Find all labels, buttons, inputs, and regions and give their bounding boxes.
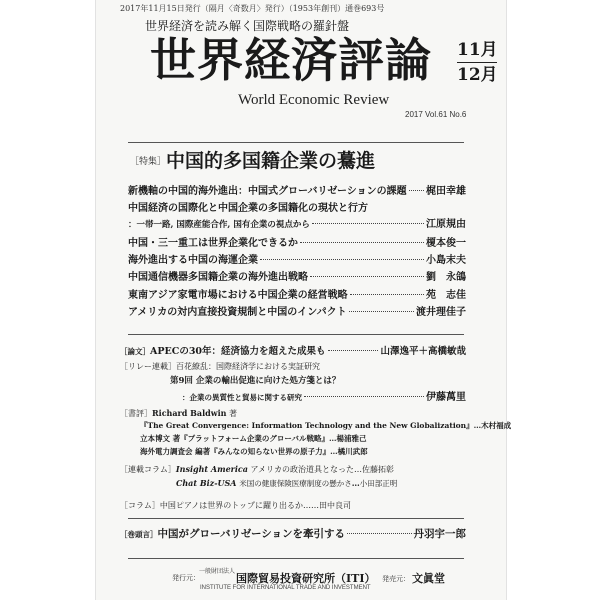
book-author-suffix: 著	[229, 409, 238, 418]
article-author: 山澤逸平＋高橋敏哉	[380, 346, 466, 357]
book-author: Richard Baldwin	[152, 408, 227, 418]
volume-number: 2017 Vol.61 No.6	[405, 110, 467, 119]
column-title: 中国ピアノは世界のトップに躍り出るか	[159, 501, 304, 510]
book-title: 海外電力調査会 編著『みんなの知らない世界の原子力』	[140, 447, 331, 456]
special-label: ［特集］	[130, 157, 167, 167]
toc-entry	[128, 303, 466, 317]
article-title: 新機軸の中国的海外進出：中国式グローバリゼーションの課題	[128, 186, 407, 197]
section-label: ［論文］	[120, 347, 150, 356]
leader-dots	[300, 242, 424, 243]
article-title: 中国がグローバリゼーションを牽引する	[157, 528, 346, 540]
relay-header	[120, 361, 320, 372]
leader-dots	[310, 276, 424, 277]
section-label: ［リレー連載］	[120, 362, 176, 371]
article-author: 伊藤萬里	[426, 392, 466, 403]
relay-subtitle: ：企業の異質性と貿易に関する研究	[182, 393, 302, 402]
column-name: Insight America	[175, 464, 248, 474]
book-reviewer: 楊浦雅己	[336, 434, 367, 443]
toc-entry	[128, 234, 466, 248]
column-author: 田中良司	[319, 501, 352, 510]
article-title: APECの30年：経済協力を超えた成果も	[150, 346, 326, 357]
toc-entry	[128, 215, 466, 229]
divider	[128, 558, 464, 559]
article-author: 榎本俊一	[426, 238, 466, 249]
seller-name: 文眞堂	[412, 572, 445, 585]
leader-dots	[328, 350, 379, 351]
article-title: アメリカの対内直接投資規制と中国のインパクト	[128, 307, 347, 318]
toc-entry	[128, 182, 466, 196]
english-title: World Economic Review	[238, 92, 390, 108]
month-2: 12月	[457, 65, 498, 85]
magazine-title: 世界経済評論	[150, 33, 432, 87]
toc-entry	[128, 286, 466, 300]
column-author: 佐藤拓彰	[361, 465, 394, 474]
org-type: 一般財団法人	[199, 568, 236, 575]
section-label: ［書評］	[120, 409, 152, 418]
toc-entry-ronbun	[120, 343, 466, 357]
leader-dots	[260, 259, 424, 260]
section-label: ［連載コラム］	[120, 465, 176, 474]
publisher-english-name: INSTITUTE FOR INTERNATIONAL TRADE AND INVESTMENT	[200, 585, 371, 591]
article-title: 東南アジア家電市場における中国企業の経営戦略	[128, 290, 348, 301]
leader-dots	[350, 294, 424, 295]
toc-entry	[128, 251, 466, 265]
article-author: 苑 志佳	[426, 290, 466, 301]
divider	[128, 142, 464, 143]
toc-entry	[128, 199, 466, 213]
column-series-header: ［連載コラム］Insight America アメリカの政治道具となった…佐藤拓彰	[120, 464, 394, 474]
book-reviewer: 木村福成	[481, 421, 512, 430]
section-label: ［コラム］	[120, 501, 160, 510]
special-title: 中国的多国籍企業の驀進	[166, 150, 376, 172]
article-author: 渡井理佳子	[416, 307, 466, 318]
book-review-item: 『The Great Convergence: Information Technology and the New Globalization』…木村福成	[140, 421, 512, 430]
book-review-item: 立本博文 著『プラットフォーム企業のグローバル戦略』…楊浦雅己	[140, 434, 367, 443]
leader-dots	[409, 190, 424, 191]
publisher-name: 国際貿易投資研究所（ITI）	[236, 572, 376, 585]
article-title: 中国通信機器多国籍企業の海外進出戦略	[128, 272, 308, 283]
publication-info: 2017年11月15日発行（隔月〈奇数月〉発行）（1953年創刊）通巻693号	[120, 4, 385, 13]
book-review-header	[120, 408, 237, 419]
book-title: 立本博文 著『プラットフォーム企業のグローバル戦略』	[140, 434, 329, 443]
column-author: 小田部正明	[359, 479, 398, 488]
column-title: アメリカの政治道具となった	[250, 465, 354, 474]
leader-dots	[304, 396, 424, 397]
article-author: 劉 永鴿	[426, 272, 466, 283]
column-item: Chat Biz-USA 米国の健康保険医療制度の懸かさ…小田部正明	[176, 478, 398, 488]
toc-entry	[128, 268, 466, 282]
article-author: 梶田幸雄	[426, 186, 466, 197]
relay-article-title: 第9回 企業の輸出促進に向けた処方箋とは？	[170, 376, 341, 386]
toc-entry-editorial	[120, 526, 466, 540]
column-header: ［コラム］中国ピアノは世界のトップに躍り出るか……田中良司	[120, 501, 352, 510]
article-title: 中国経済の国際化と中国企業の多国籍化の現状と行方	[128, 203, 368, 214]
relay-series: 百花繚乱：国際経済学における実証研究	[176, 362, 320, 371]
article-title: ：一帯一路, 国際産能合作, 国有企業の視点から	[128, 220, 310, 230]
book-title: 『The Great Convergence: Information Technology and the New Globalization』	[140, 421, 474, 430]
book-reviewer: 橘川武郎	[337, 447, 368, 456]
article-author: 小島末夫	[426, 255, 466, 266]
article-author: 江原規由	[426, 219, 466, 230]
publisher-label: 発行元：	[172, 574, 200, 582]
column-title: 米国の健康保険医療制度の懸かさ	[239, 479, 352, 488]
section-label: ［巻頭言］	[120, 530, 158, 539]
tagline: 世界経済を読み解く国際戦略の羅針盤	[145, 19, 350, 33]
article-title: 中国・三一重工は世界企業化できるか	[128, 238, 298, 249]
article-title: 海外進出する中国の海運企業	[128, 255, 258, 266]
column-name: Chat Biz-USA	[176, 478, 237, 488]
divider	[128, 518, 464, 519]
leader-dots	[312, 223, 424, 224]
issue-months	[457, 40, 497, 86]
article-author: 丹羽宇一郎	[413, 528, 466, 540]
book-review-item: 海外電力調査会 編著『みんなの知らない世界の原子力』…橘川武郎	[140, 447, 368, 456]
divider	[128, 334, 464, 335]
month-1: 11月	[457, 40, 497, 63]
toc-entry-relay	[182, 388, 466, 402]
seller-label: 発売元：	[382, 575, 410, 583]
leader-dots	[349, 311, 414, 312]
leader-dots	[347, 533, 411, 534]
